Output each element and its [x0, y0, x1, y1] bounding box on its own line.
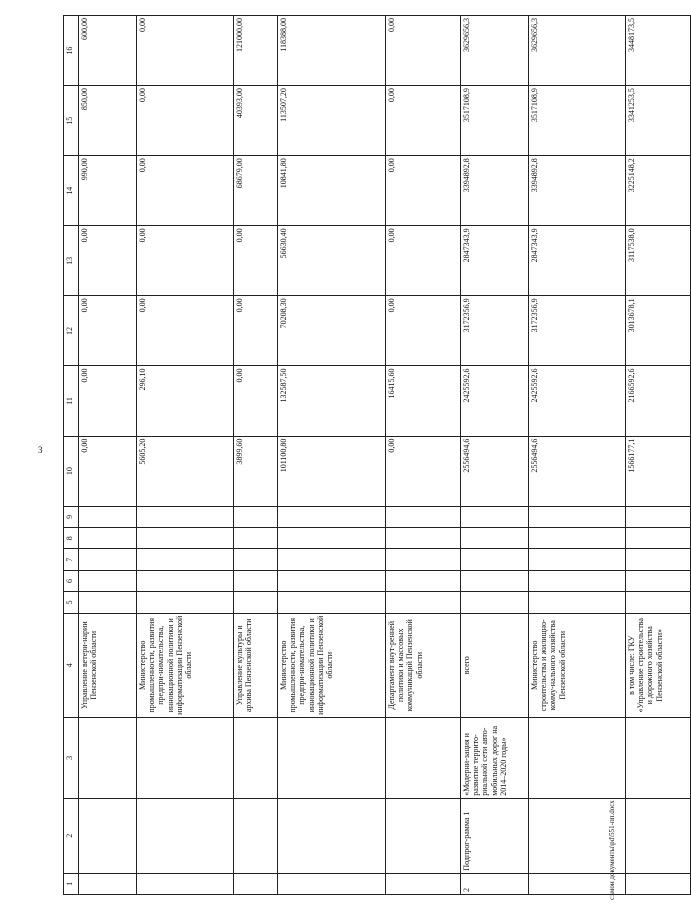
cell-col-6 — [234, 570, 278, 591]
cell-col-9 — [278, 506, 386, 527]
cell-col-6 — [626, 570, 691, 591]
cell-col-8 — [386, 528, 461, 549]
cell-col-1 — [626, 873, 691, 894]
cell-col-11: 16415,60 — [386, 366, 461, 436]
cell-col-14: 3225148,2 — [626, 156, 691, 226]
cell-col-14: 68679,00 — [234, 156, 278, 226]
cell-col-4: Департамент внут-ренней политики и массовых коммуникаций Пензенской области — [386, 613, 461, 718]
cell-col-8 — [234, 528, 278, 549]
cell-col-3 — [529, 718, 626, 799]
cell-col-3 — [626, 718, 691, 799]
cell-col-11: 132587,50 — [278, 366, 386, 436]
cell-col-8 — [626, 528, 691, 549]
cell-col-16: 0,00 — [386, 16, 461, 86]
cell-col-1 — [137, 873, 234, 894]
cell-col-7 — [234, 549, 278, 570]
header-cell: 11 — [64, 366, 79, 436]
cell-col-7 — [278, 549, 386, 570]
cell-col-5 — [278, 592, 386, 613]
cell-col-3: «Модерни-зация и развитие террито-риальной сети авто-мобильных дорог на 2014–2020 годы» — [461, 718, 529, 799]
cell-col-16: 3629656,3 — [529, 16, 626, 86]
cell-col-16: 118388,00 — [278, 16, 386, 86]
cell-col-3 — [137, 718, 234, 799]
cell-col-11: 296,10 — [137, 366, 234, 436]
cell-col-11: 0,00 — [234, 366, 278, 436]
cell-col-16: 3448173,5 — [626, 16, 691, 86]
cell-col-14: 3394892,8 — [461, 156, 529, 226]
cell-col-10: 0,00 — [386, 436, 461, 506]
cell-col-13: 2847343,9 — [529, 226, 626, 296]
header-cell: 15 — [64, 86, 79, 156]
cell-col-3 — [79, 718, 137, 799]
cell-col-5 — [137, 592, 234, 613]
cell-col-4: в том числе: ГКУ «Управление строительства и дорожного хозяйства Пензенской области» — [626, 613, 691, 718]
cell-col-9 — [137, 506, 234, 527]
cell-col-13: 2847343,9 — [461, 226, 529, 296]
cell-col-16: 121000,00 — [234, 16, 278, 86]
cell-col-7 — [529, 549, 626, 570]
cell-col-1 — [234, 873, 278, 894]
cell-col-5 — [79, 592, 137, 613]
header-cell: 8 — [64, 528, 79, 549]
page-number: 3 — [38, 445, 43, 455]
table-row — [461, 16, 529, 895]
cell-col-10: 0,00 — [79, 436, 137, 506]
cell-col-8 — [137, 528, 234, 549]
cell-col-13: 0,00 — [234, 226, 278, 296]
cell-col-8 — [529, 528, 626, 549]
header-cell: 2 — [64, 798, 79, 873]
header-cell: 3 — [64, 718, 79, 799]
header-cell: 13 — [64, 226, 79, 296]
cell-col-13: 0,00 — [137, 226, 234, 296]
footer-file-path: c:\мои документы\pd\551-пп.docx — [608, 800, 616, 900]
cell-col-6 — [137, 570, 234, 591]
cell-col-8 — [79, 528, 137, 549]
cell-col-16: 3629656,3 — [461, 16, 529, 86]
header-cell: 7 — [64, 549, 79, 570]
cell-col-12: 3172356,9 — [461, 296, 529, 366]
table-row — [79, 16, 137, 895]
cell-col-1 — [278, 873, 386, 894]
table-row — [626, 16, 691, 895]
table-row — [278, 16, 386, 895]
cell-col-10: 5605,20 — [137, 436, 234, 506]
header-cell: 9 — [64, 506, 79, 527]
cell-col-9 — [234, 506, 278, 527]
cell-col-9 — [386, 506, 461, 527]
cell-col-4: Министерство строительства и жилищно-комму-нального хозяйства Пензенской области — [529, 613, 626, 718]
cell-col-9 — [79, 506, 137, 527]
cell-col-1 — [79, 873, 137, 894]
cell-col-12: 0,00 — [137, 296, 234, 366]
cell-col-1: 2 — [461, 873, 529, 894]
cell-col-14: 10841,80 — [278, 156, 386, 226]
cell-col-16: 0,00 — [137, 16, 234, 86]
cell-col-11: 2425592,6 — [529, 366, 626, 436]
cell-col-13: 56630,40 — [278, 226, 386, 296]
cell-col-1 — [386, 873, 461, 894]
cell-col-15: 40393,00 — [234, 86, 278, 156]
cell-col-11: 2166592,6 — [626, 366, 691, 436]
cell-col-12: 0,00 — [234, 296, 278, 366]
cell-col-7 — [386, 549, 461, 570]
cell-col-13: 3117538,0 — [626, 226, 691, 296]
cell-col-2 — [79, 798, 137, 873]
cell-col-10: 3899,60 — [234, 436, 278, 506]
cell-col-9 — [461, 506, 529, 527]
cell-col-6 — [386, 570, 461, 591]
cell-col-12: 0,00 — [386, 296, 461, 366]
cell-col-4: Министерство промышленности, развития предпри-нимательства, инновационной политики и информатизации Пензенской области — [137, 613, 234, 718]
cell-col-6 — [278, 570, 386, 591]
cell-col-4: Управление ветери-нарии Пензенской области — [79, 613, 137, 718]
cell-col-9 — [529, 506, 626, 527]
cell-col-16: 600,00 — [79, 16, 137, 86]
cell-col-10: 101100,80 — [278, 436, 386, 506]
cell-col-12: 3172356,9 — [529, 296, 626, 366]
cell-col-2 — [234, 798, 278, 873]
cell-col-14: 0,00 — [386, 156, 461, 226]
cell-col-6 — [529, 570, 626, 591]
cell-col-4: Министерство промышленности, развития предпри-нимательства, инновационной политики и информатизации Пензенской области — [278, 613, 386, 718]
header-cell: 10 — [64, 436, 79, 506]
cell-col-5 — [461, 592, 529, 613]
cell-col-7 — [461, 549, 529, 570]
cell-col-13: 0,00 — [386, 226, 461, 296]
cell-col-14: 0,00 — [137, 156, 234, 226]
cell-col-10: 2556494,6 — [461, 436, 529, 506]
cell-col-6 — [79, 570, 137, 591]
table-row — [137, 16, 234, 895]
header-cell: 1 — [64, 873, 79, 894]
header-cell: 12 — [64, 296, 79, 366]
header-cell: 14 — [64, 156, 79, 226]
cell-col-9 — [626, 506, 691, 527]
cell-col-12: 70208,30 — [278, 296, 386, 366]
table-row — [386, 16, 461, 895]
header-cell: 6 — [64, 570, 79, 591]
cell-col-13: 0,00 — [79, 226, 137, 296]
header-cell: 16 — [64, 16, 79, 86]
cell-col-15: 850,00 — [79, 86, 137, 156]
cell-col-7 — [626, 549, 691, 570]
cell-col-5 — [234, 592, 278, 613]
cell-col-3 — [278, 718, 386, 799]
cell-col-7 — [137, 549, 234, 570]
cell-col-2: Подпрог-рамма 1 — [461, 798, 529, 873]
cell-col-11: 0,00 — [79, 366, 137, 436]
cell-col-7 — [79, 549, 137, 570]
cell-col-5 — [529, 592, 626, 613]
cell-col-12: 3013678,1 — [626, 296, 691, 366]
cell-col-2 — [137, 798, 234, 873]
cell-col-15: 0,00 — [137, 86, 234, 156]
header-row — [64, 16, 79, 895]
cell-col-3 — [386, 718, 461, 799]
cell-col-10: 1566177,1 — [626, 436, 691, 506]
cell-col-11: 2425592,6 — [461, 366, 529, 436]
cell-col-15: 0,00 — [386, 86, 461, 156]
cell-col-15: 3341253,5 — [626, 86, 691, 156]
cell-col-8 — [461, 528, 529, 549]
header-cell: 5 — [64, 592, 79, 613]
cell-col-5 — [386, 592, 461, 613]
cell-col-3 — [234, 718, 278, 799]
table-row — [234, 16, 278, 895]
cell-col-14: 990,00 — [79, 156, 137, 226]
cell-col-2 — [278, 798, 386, 873]
cell-col-4: всего — [461, 613, 529, 718]
cell-col-15: 3517108,9 — [461, 86, 529, 156]
header-cell: 4 — [64, 613, 79, 718]
cell-col-15: 3517108,9 — [529, 86, 626, 156]
cell-col-2 — [626, 798, 691, 873]
cell-col-4: Управление культуры и архива Пензенской области — [234, 613, 278, 718]
cell-col-12: 0,00 — [79, 296, 137, 366]
table-row — [529, 16, 626, 895]
cell-col-14: 3394892,8 — [529, 156, 626, 226]
cell-col-8 — [278, 528, 386, 549]
budget-table — [63, 15, 691, 895]
cell-col-10: 2556494,6 — [529, 436, 626, 506]
cell-col-5 — [626, 592, 691, 613]
cell-col-6 — [461, 570, 529, 591]
cell-col-2 — [386, 798, 461, 873]
cell-col-15: 113507,20 — [278, 86, 386, 156]
